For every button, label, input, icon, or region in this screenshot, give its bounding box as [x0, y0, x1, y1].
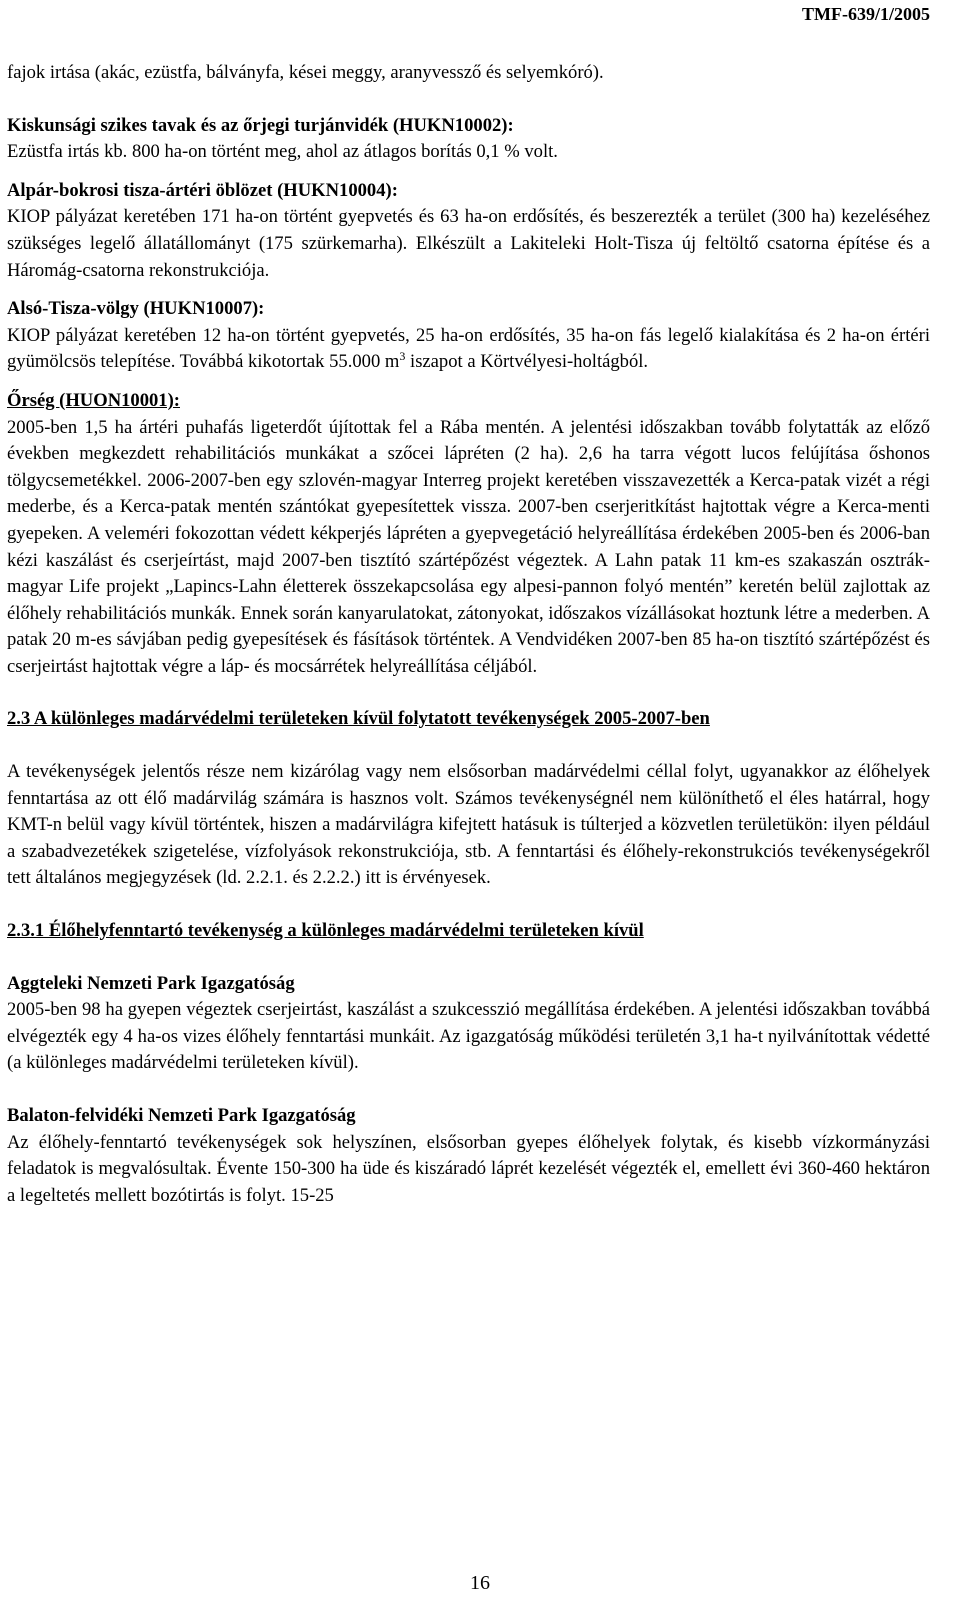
- also-tisza-body-part1: KIOP pályázat keretében 12 ha-on történt gyepvetés, 25 ha-on erdősítés, 35 ha-on fás legelő kialakítása és 2 ha-on értéri gyümölcsös telepítése. Továbbá kikotortak 55.000 m: [7, 324, 930, 373]
- section-2-3-body: A tevékenységek jelentős része nem kizárólag vagy nem elsősorban madárvédelmi céllal folyt, ugyanakkor az élőhelyek fenntartása az ott élő madárvilág számára is hasznos volt. Számos tevékenységnél nem különíthető el éles határral, hogy KMT-n belül vagy kívül történtek, hiszen a madárvilágra kifejtett hatásuk is túlterjed a közvetlen területükön: ilyen például a szabadvezetékek szigetelése, vízfolyások rekonstrukciója, stb. A fenntartási és élőhely-rekonstrukciós tevékenységekről tett általános megjegyzések (ld. 2.2.1. és 2.2.2.) itt is érvényesek.: [7, 761, 930, 889]
- document-id: TMF-639/1/2005: [802, 4, 930, 24]
- alpar-heading: Alpár-bokrosi tisza-ártéri öblözet (HUKN10004):: [7, 179, 398, 201]
- balaton-body: Az élőhely-fenntartó tevékenységek sok helyszínen, elsősorban gyepes élőhelyek folytak, és kisebb vízkormányzási feladatok is megvalósultak. Évente 150-300 ha üde és kiszáradó láprét kezelését végezték el, emellett évi 360-460 hektáron a legeltetés mellett bozótirtás is folyt. 15-25: [7, 1131, 930, 1206]
- cubic-superscript: 3: [399, 349, 406, 364]
- alpar-body: KIOP pályázat keretében 171 ha-on történt gyepvetés és 63 ha-on erdősítés, és beszerezték a terület (300 ha) kezeléséhez szükséges legelő állatállományt (175 szürkemarha). Elkészült a Lakiteleki Holt-Tisza új feltöltő csatorna építése és a Háromág-csatorna rekonstrukciója.: [7, 206, 930, 281]
- also-tisza-body-part2: iszapot a Körtvélyesi-holtágból.: [405, 351, 649, 373]
- aggtelek-heading: Aggteleki Nemzeti Park Igazgatóság: [7, 972, 295, 994]
- intro-line: fajok irtása (akác, ezüstfa, bálványfa, kései meggy, aranyvessző és selyemkóró).: [7, 62, 604, 83]
- also-tisza-body: [7, 323, 930, 376]
- section-2-3-title: 2.3 A különleges madárvédelmi területeken kívül folytatott tevékenységek 2005-2007-ben: [7, 708, 710, 730]
- section-2-3-1-title: 2.3.1 Élőhelyfenntartó tevékenység a különleges madárvédelmi területeken kívül: [7, 920, 644, 942]
- orseg-heading: Őrség (HUON10001):: [7, 389, 180, 411]
- also-tisza-heading: Alsó-Tisza-völgy (HUKN10007):: [7, 298, 265, 320]
- page-number: 16: [470, 1572, 490, 1594]
- kiskunsag-body: Ezüstfa irtás kb. 800 ha-on történt meg, ahol az átlagos borítás 0,1 % volt.: [7, 141, 558, 163]
- balaton-heading: Balaton-felvidéki Nemzeti Park Igazgatóság: [7, 1105, 356, 1126]
- kiskunsag-heading: Kiskunsági szikes tavak és az őrjegi turjánvidék (HUKN10002):: [7, 114, 514, 136]
- aggtelek-body: 2005-ben 98 ha gyepen végeztek cserjeirtást, kaszálást a szukcesszió megállítása érdekében. A jelentési időszakban továbbá elvégezték egy 4 ha-os vizes élőhely fenntartási munkáit. Az igazgatóság működési területén 3,1 ha-t nyilvánítottak védetté (a különleges madárvédelmi területeken kívül).: [7, 999, 930, 1074]
- page-content: [7, 60, 930, 1209]
- orseg-body: 2005-ben 1,5 ha ártéri puhafás ligeterdőt újítottak fel a Rába mentén. A jelentési időszakban tovább folytatták az előző években megkezdett rehabilitációs munkákat a szőcei lápréten (2 ha). 2,6 ha tarra végott lucos felújítása őshonos tölgycsemetékkel. 2006-2007-ben egy szlovén-magyar Interreg projekt keretében visszavezették a Kerca-patak vizét a régi mederbe, és a Kerca-patak mentén szántókat gyepesítettek vissza. 2007-ben cserjeritkítást hajtottak végre a Kerca-menti gyepeken. A veleméri fokozottan védett kékperjés lápréten a gyepvegetáció helyreállítása érdekében 2005-ben és 2006-ban kézi kaszálást és cserjeírtást, majd 2007-ben tisztító szártépőzést végeztek. A Lahn patak 11 km-es szakaszán osztrák-magyar Life projekt „Lapincs-Lahn életterek összekapcsolása egy alpesi-pannon folyó mentén” keretén belül zajlottak az élőhely rehabilitációs munkák. Ennek során kanyarulatokat, zátonyokat, időszakos vízállásokat hoztunk létre a mederben. A patak 20 m-es sávjában pedig gyepesítések és fásítások történtek. A Vendvidéken 2007-ben 85 ha-on tisztító szártépőzést és cserjeirtást hajtottak végre a láp- és mocsárrétek helyreállítása céljából.: [7, 416, 930, 677]
